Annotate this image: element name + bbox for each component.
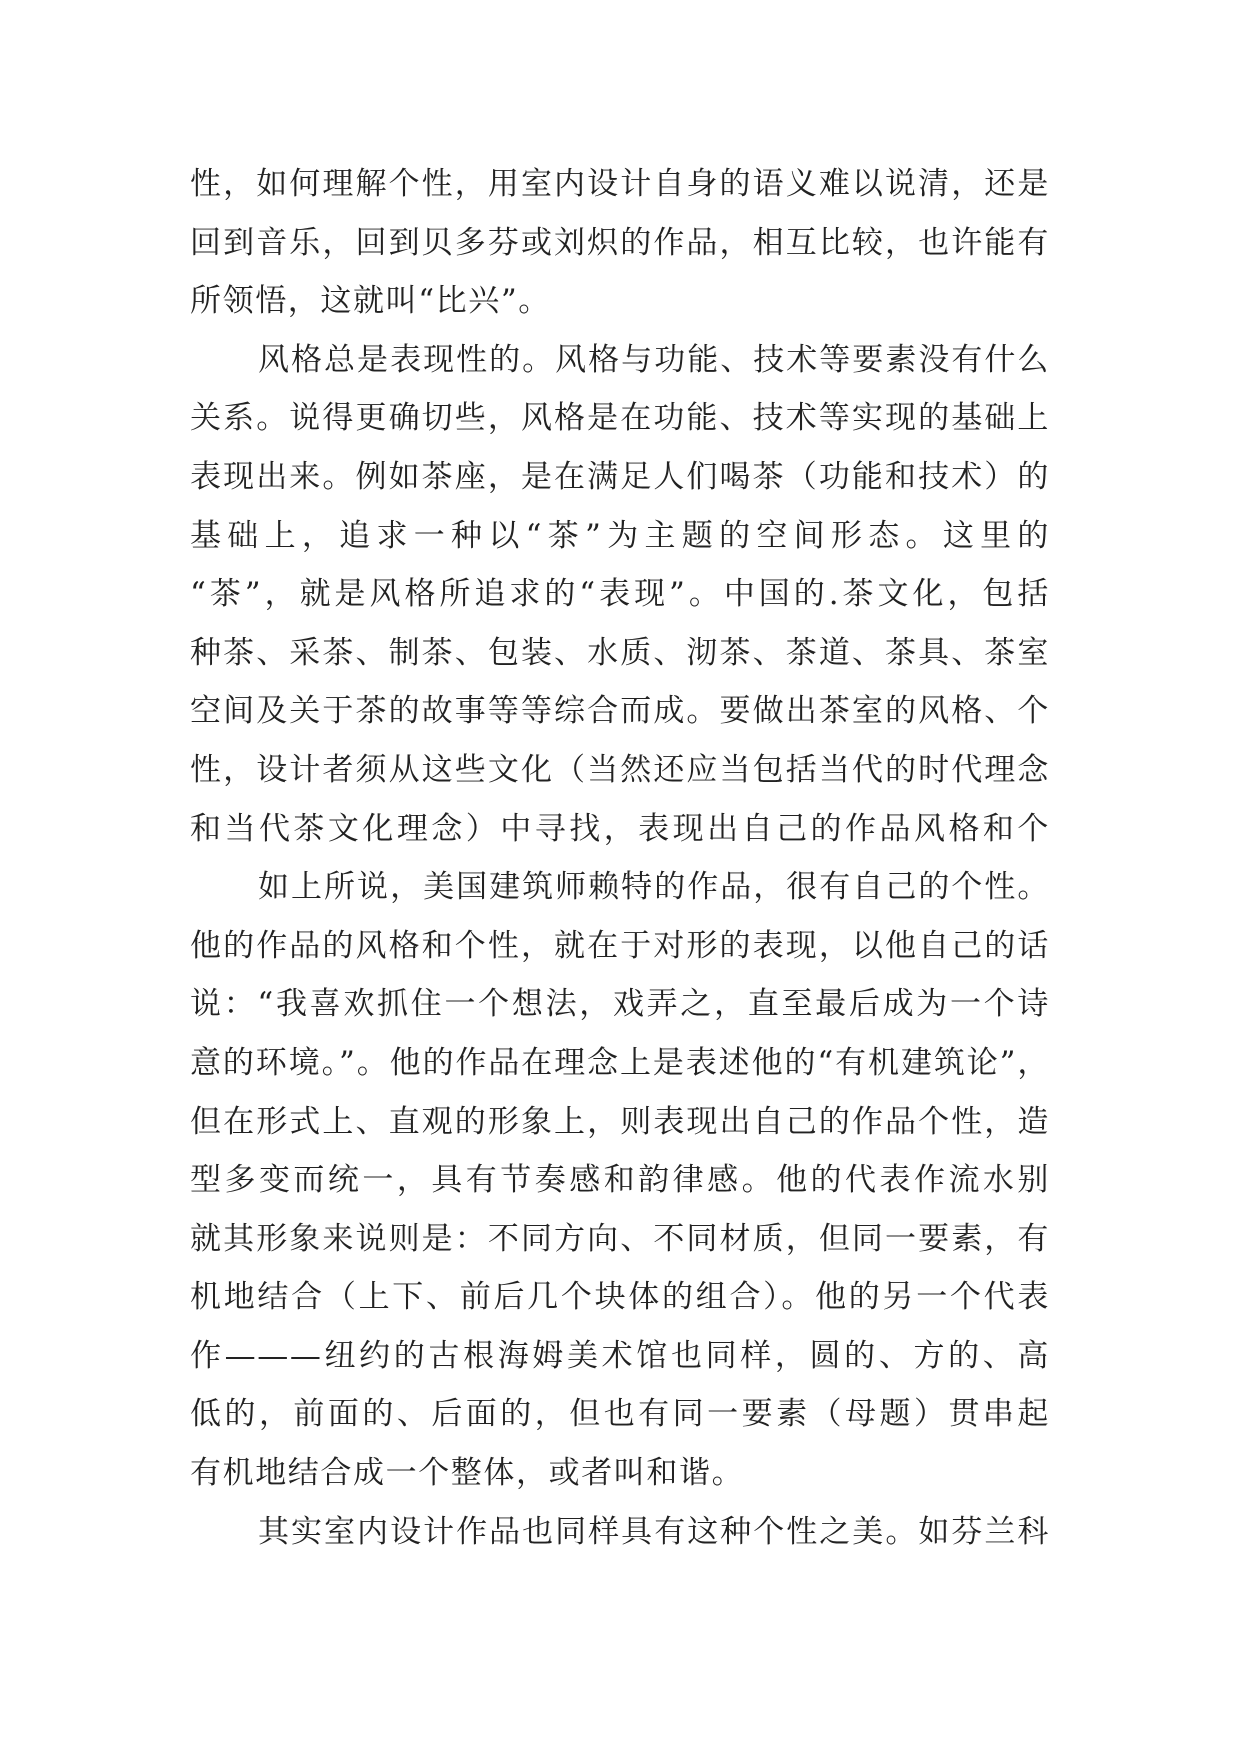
body-text	[190, 155, 1050, 1561]
text-line: 机地结合（上下、前后几个块体的组合）。他的另一个代表	[190, 1279, 1050, 1316]
text-line: 但在形式上、直观的形象上，则表现出自己的作品个性，造	[190, 1103, 1050, 1140]
text-line: 有机地结合成一个整体，或者叫和谐。	[190, 1455, 745, 1492]
text-line: 所领悟，这就叫“比兴”。	[190, 283, 551, 320]
text-line: 作———纽约的古根海姆美术馆也同样，圆的、方的、高	[190, 1337, 1050, 1374]
text-line: 他的作品的风格和个性，就在于对形的表现，以他自己的话	[190, 927, 1050, 964]
text-line: 基础上，追求一种以“茶”为主题的空间形态。这里的	[190, 517, 1050, 554]
text-line: 就其形象来说则是：不同方向、不同材质，但同一要素，有	[190, 1220, 1050, 1257]
text-line: 型多变而统一，具有节奏感和韵律感。他的代表作流水别	[190, 1162, 1050, 1199]
text-line: 说：“我喜欢抓住一个想法，戏弄之，直至最后成为一个诗	[190, 986, 1050, 1023]
text-line: 低的，前面的、后面的，但也有同一要素（母题）贯串起	[190, 1396, 1050, 1433]
text-line: 性，如何理解个性，用室内设计自身的语义难以说清，还是	[190, 166, 1050, 202]
text-line: 意的环境。”。他的作品在理念上是表述他的“有机建筑论”，	[190, 1044, 1050, 1081]
text-line: “茶”，就是风格所追求的“表现”。中国的.茶文化，包括	[190, 576, 1050, 613]
text-line: 回到音乐，回到贝多芬或刘炽的作品，相互比较，也许能有	[190, 224, 1050, 261]
text-line: 和当代茶文化理念）中寻找，表现出自己的作品风格和个	[190, 810, 1050, 847]
text-line: 关系。说得更确切些，风格是在功能、技术等实现的基础上	[190, 400, 1050, 437]
text-line: 性，设计者须从这些文化（当然还应当包括当代的时代理念	[190, 751, 1050, 788]
text-line: 表现出来。例如茶座，是在满足人们喝茶（功能和技术）的	[190, 458, 1050, 495]
text-line: 种茶、采茶、制茶、包装、水质、沏茶、茶道、茶具、茶室	[190, 634, 1050, 671]
paragraph-first-line: 其实室内设计作品也同样具有这种个性之美。如芬兰科	[258, 1513, 1050, 1550]
paragraph-first-line: 如上所说，美国建筑师赖特的作品，很有自己的个性。	[258, 869, 1050, 906]
text-line: 空间及关于茶的故事等等综合而成。要做出茶室的风格、个	[190, 693, 1050, 730]
paragraph-first-line: 风格总是表现性的。风格与功能、技术等要素没有什么	[258, 341, 1050, 378]
